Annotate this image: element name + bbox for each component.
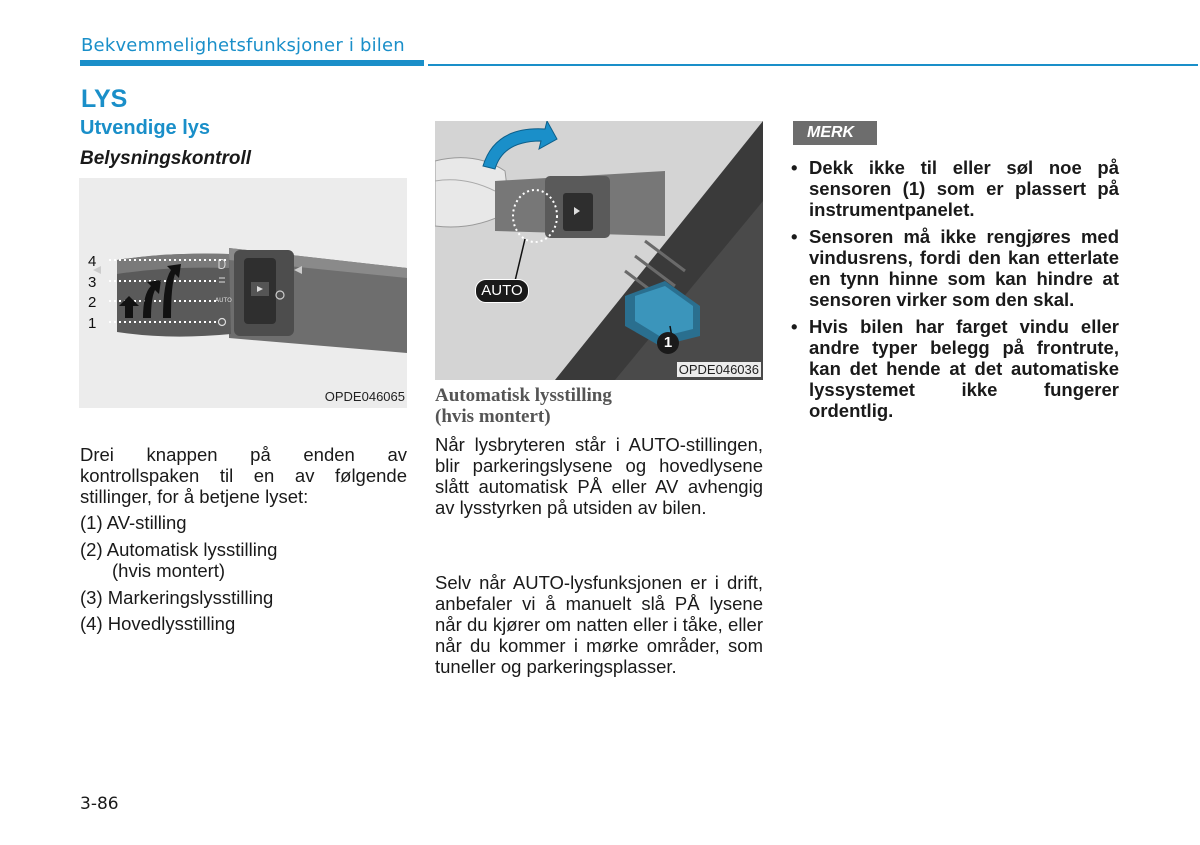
position-label-3: 3 [88,274,97,291]
list-item-marker: (3) Markeringslysstilling [80,587,274,608]
position-label-4: 4 [88,253,97,270]
col2-heading-line2: (hvis montert) [435,406,551,427]
list-item-av: (1) AV-stilling [80,512,187,533]
svg-text:AUTO: AUTO [215,297,232,304]
list-item-main: (4) Hovedlysstilling [80,613,236,634]
note-bullet: • Dekk ikke til eller søl noe på sensoren (1) som er plassert på instrumentpanelet. [791,157,1119,220]
note-bullet: • Hvis bilen har farget vindu eller andre typer belegg på frontrute, kan det hende at det automatiske lyssystemet ikke fungerer ordentlig. [791,316,1119,421]
sensor-callout-1: 1 [657,332,679,354]
subheading-utvendige-lys: Utvendige lys [80,117,211,139]
page-number: 3-86 [80,794,119,814]
figure1-caption: OPDE046065 [324,389,405,404]
figure-auto-sensor [435,121,763,380]
col1-intro: Drei knappen på enden av kontrollspaken til en av følgende stillinger, for å betjene lyset: [80,444,407,507]
section-header-title: Bekvemmelighetsfunksjoner i bilen [81,35,405,56]
auto-sensor-illustration [435,121,763,380]
subsubheading-belysningskontroll: Belysningskontroll [80,148,252,169]
note-bullet: • Sensoren må ikke rengjøres med vindusrens, fordi den kan etterlate en tynn hinne som kan hindre at sensoren virker som den skal. [791,226,1119,310]
list-item-auto: (2) Automatisk lysstilling [80,539,278,560]
col2-para1: Når lysbryteren står i AUTO-stillingen, blir parkeringslysene og hovedlysene slått automatisk PÅ eller AV avhengig av lysstyrken på utsiden av bilen. [435,434,763,518]
note-label: MERK [793,121,877,145]
position-label-2: 2 [88,294,97,311]
col2-para2: Selv når AUTO-lysfunksjonen er i drift, anbefaler vi å manuelt slå PÅ lysene når du kjører om natten eller i tåke, eller når du kommer i mørke områder, som tuneller og parkeringsplasser. [435,572,763,677]
position-label-1: 1 [88,315,97,332]
col2-heading-line1: Automatisk lysstilling [435,385,612,406]
auto-label: AUTO [475,279,529,303]
figure-light-stalk [79,178,407,408]
figure2-caption: OPDE046036 [678,362,759,377]
col2-heading [435,385,612,427]
section-header-bar [80,60,424,66]
heading-lys: LYS [81,85,128,113]
list-item-auto-note: (hvis montert) [112,560,226,581]
light-stalk-illustration [79,178,407,408]
section-header-line [428,64,1198,66]
note-bullets [791,157,1119,427]
